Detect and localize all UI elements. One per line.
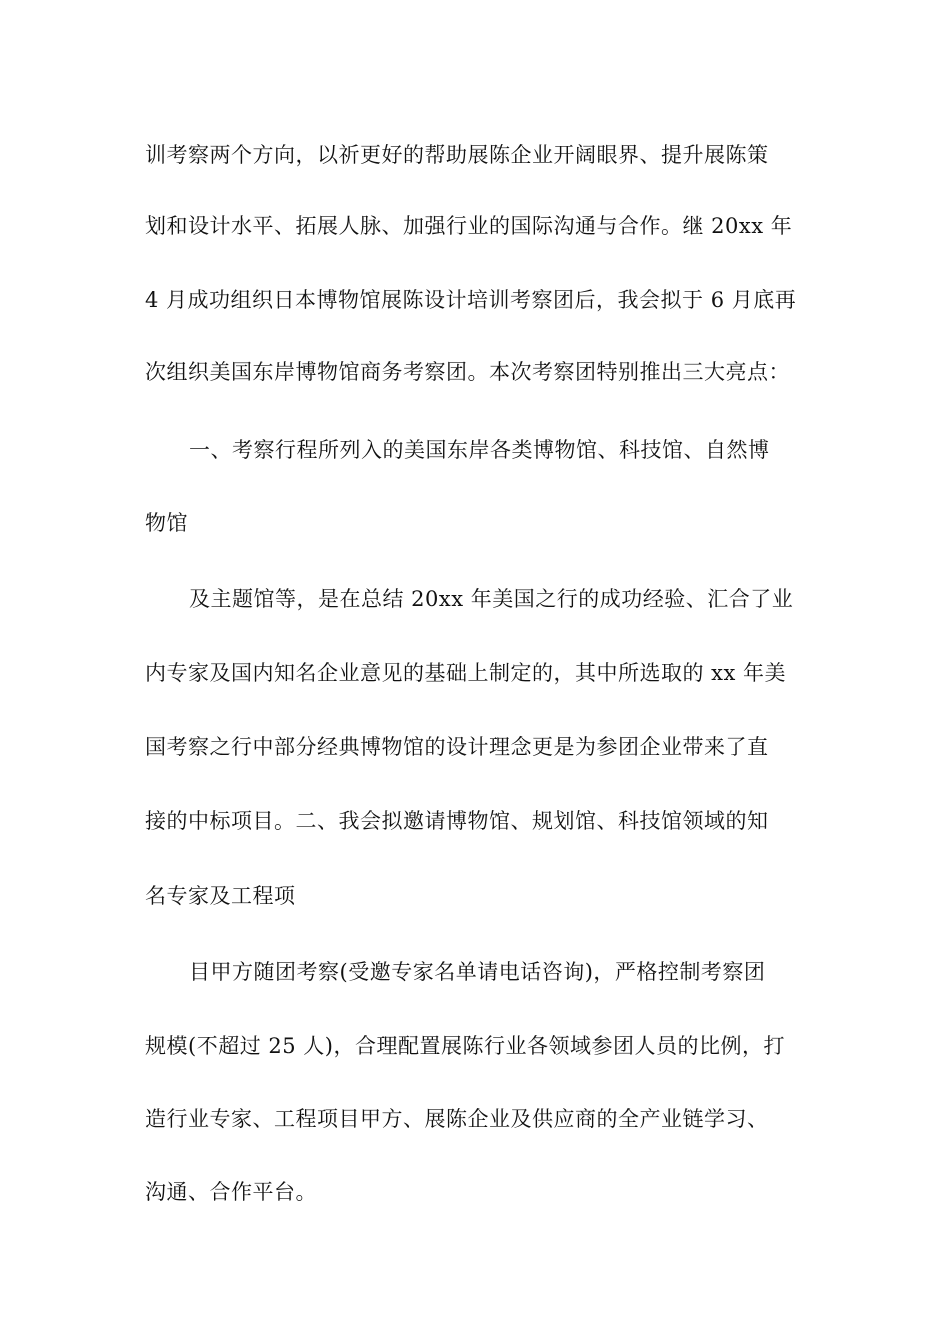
text-line: 接的中标项目。二、我会拟邀请博物馆、规划馆、科技馆领域的知 xyxy=(145,809,769,833)
text-line: 规模(不超过 25 人)，合理配置展陈行业各领域参团人员的比例，打 xyxy=(145,1034,785,1058)
text-line: 4 月成功组织日本博物馆展陈设计培训考察团后，我会拟于 6 月底再 xyxy=(145,288,797,312)
text-line: 内专家及国内知名企业意见的基础上制定的，其中所选取的 xx 年美 xyxy=(145,661,787,685)
text-line: 名专家及工程项 xyxy=(145,884,296,908)
text-line: 物馆 xyxy=(145,511,188,535)
text-line: 划和设计水平、拓展人脉、加强行业的国际沟通与合作。继 20xx 年 xyxy=(145,214,793,238)
text-line: 训考察两个方向，以祈更好的帮助展陈企业开阔眼界、提升展陈策 xyxy=(145,143,769,167)
text-line: 沟通、合作平台。 xyxy=(145,1180,317,1204)
text-line: 国考察之行中部分经典博物馆的设计理念更是为参团企业带来了直 xyxy=(145,735,769,759)
text-line: 及主题馆等，是在总结 20xx 年美国之行的成功经验、汇合了业 xyxy=(189,587,794,611)
text-line: 次组织美国东岸博物馆商务考察团。本次考察团特别推出三大亮点： xyxy=(145,360,790,384)
text-line: 目甲方随团考察(受邀专家名单请电话咨询)，严格控制考察团 xyxy=(189,960,766,984)
text-line: 造行业专家、工程项目甲方、展陈企业及供应商的全产业链学习、 xyxy=(145,1107,769,1131)
text-line: 一、考察行程所列入的美国东岸各类博物馆、科技馆、自然博 xyxy=(189,438,770,462)
